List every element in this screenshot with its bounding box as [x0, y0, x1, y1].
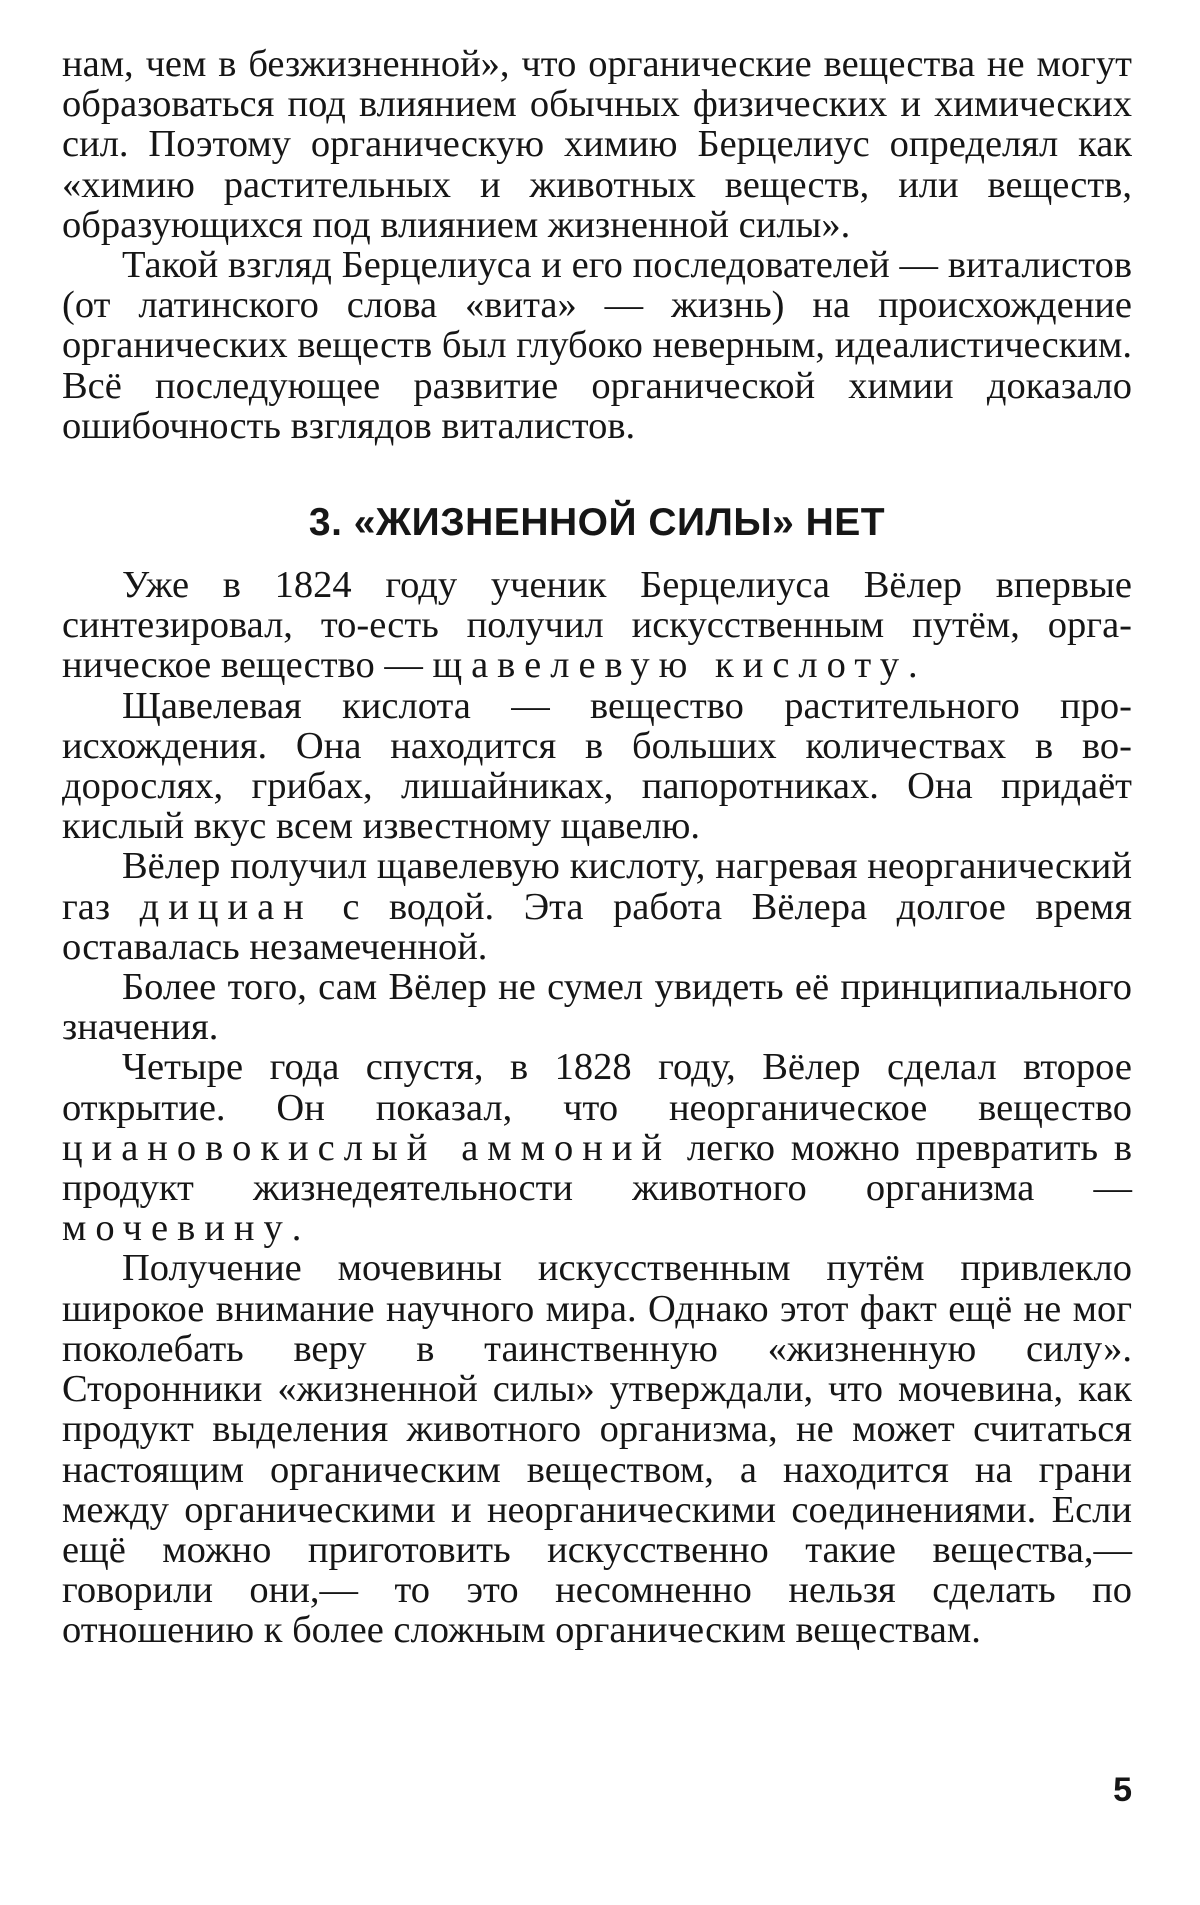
section-heading: 3. «ЖИЗНЕННОЙ СИЛЫ» НЕТ [308, 501, 886, 545]
text-run: . [291, 1207, 302, 1250]
emphasis-dicyan: дициан [139, 885, 313, 928]
paragraph-dicyan [62, 846, 1132, 967]
text-run: Вёлер получил щавелевую кислоту, нагревая неорганический газ [62, 845, 1132, 928]
paragraph-wohler-1824 [62, 565, 1132, 686]
paragraph-vitalists: Такой взгляд Берцелиуса и его последователей — виталистов (от латинского слова «вита» — жизнь) на происхождение органических веществ был глубоко неверным, идеалистическим. Всё последующее развитие органической химии доказало ошибочность взглядов виталистов. [62, 244, 1132, 447]
text-run: . [907, 644, 918, 687]
text-run: Уже в 1824 году ученик Берцелиуса Вёлер впервые синтезировал, то-есть получил искусственным путём, органическое вещество — [62, 564, 1132, 687]
emphasis-ammonium-cyanate: циановокислый аммоний [62, 1126, 672, 1169]
paragraph-continued: нам, чем в безжизненной», что органические вещества не могут образоваться под влиянием обычных физических и химических сил. Поэтому органическую химию Берцелиус определял как «химию растительных и животных веществ, или веществ, образующихся под влиянием жизненной силы». [62, 43, 1132, 246]
paragraph-1828 [62, 1047, 1132, 1248]
paragraph-urea-synthesis: Получение мочевины искусственным путём привлекло широкое внимание научного мира. Однако этот факт ещё не мог поколебать веру в таинственную «жизненную силу». Сторонники «жизненной силы» утверждали, что мочевина, как продукт выделения животного организма, не может считаться настоящим органическим веществом, а находится на грани между органическими и неорганическими соединениями. Если ещё можно приготовить искусственно такие вещества,— говорили они,— то это несомненно нельзя сделать по отношению к более сложным органическим веществам. [62, 1247, 1132, 1652]
paragraph-oxalic-acid: Щавелевая кислота — вещество растительного происхождения. Она находится в больших количествах в водорослях, грибах, лишайниках, папоротниках. Она придаёт кислый вкус всем известному щавелю. [62, 684, 1132, 848]
text-run: с водой. Эта работа Вёлера долгое время оставалась незамеченной. [62, 885, 1132, 968]
text-run: легко можно превратить в продукт жизнедеятельности животного организма — [62, 1126, 1132, 1210]
page-content [62, 44, 1132, 1651]
paragraph-significance: Более того, сам Вёлер не сумел увидеть её принципиального значения. [62, 966, 1132, 1049]
emphasis-oxalic-acid: щавелевую кислоту [432, 644, 908, 687]
page-number: 5 [1113, 1771, 1132, 1809]
emphasis-urea: мочевину [62, 1207, 292, 1250]
text-run: Четыре года спустя, в 1828 году, Вёлер сделал второе открытие. Он показал, что неорганическое вещество [62, 1046, 1132, 1129]
